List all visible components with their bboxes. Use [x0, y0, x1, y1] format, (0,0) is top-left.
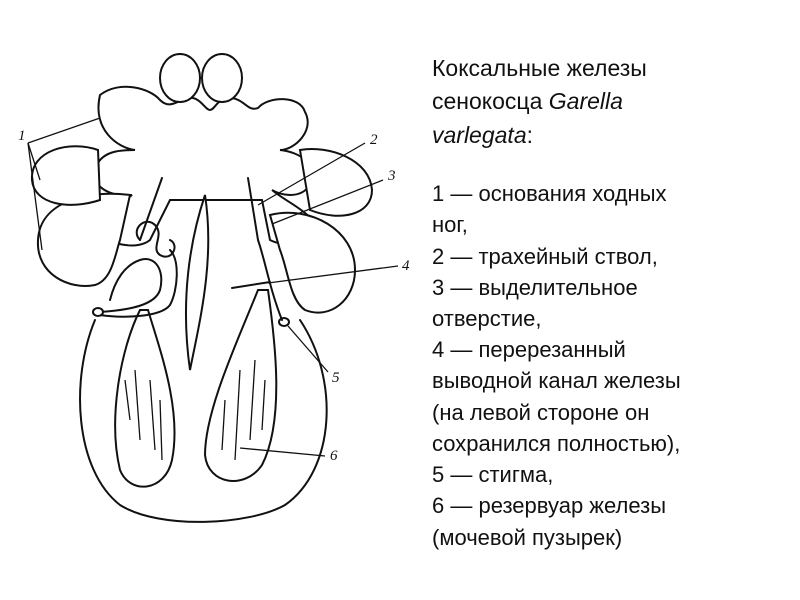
caption-title-line1	[432, 52, 794, 85]
legend-item-5	[432, 459, 794, 490]
legend-4-line1: 4 — перерезанный	[432, 337, 626, 363]
right-outlet-duct	[232, 282, 270, 288]
figure-label-3: 3	[388, 168, 396, 184]
legend-item-6	[432, 490, 794, 552]
title-text-1: Коксальные железы	[432, 55, 647, 81]
legend-item-1	[432, 178, 794, 240]
figure-caption	[432, 52, 794, 553]
legend-4-line3: (на левой стороне он	[432, 399, 650, 425]
legend-3-line2: отверстие,	[432, 305, 542, 331]
legend-item-2	[432, 241, 794, 272]
left-stigma	[93, 308, 103, 316]
figure-label-2: 2	[370, 132, 378, 148]
central-spindle	[186, 195, 208, 370]
left-reservoir	[115, 310, 174, 487]
head-lobe-left	[160, 54, 200, 102]
figure-label-6: 6	[330, 448, 338, 464]
caption-title-line3	[432, 119, 794, 152]
legend-3-line1: 3 — выделительное	[432, 274, 638, 300]
right-leg-lobe-top	[300, 149, 372, 216]
figure-label-1: 1	[18, 128, 26, 144]
legend-4-line4: сохранился полностью),	[432, 430, 681, 456]
left-leg-lobe	[38, 194, 130, 286]
legend-1-line1: 1 — основания ходных	[432, 181, 667, 207]
legend-4-line2: выводной канал железы	[432, 368, 681, 394]
legend-item-4	[432, 334, 794, 459]
species-epithet: varlegata	[432, 121, 527, 148]
title-colon: :	[526, 121, 534, 148]
legend-6-line2: (мочевой пузырек)	[432, 524, 623, 550]
right-leg-lobe	[270, 213, 355, 313]
species-genus: Garella	[548, 88, 623, 115]
figure-label-5: 5	[332, 370, 340, 386]
left-leg-lobe-top	[32, 146, 100, 205]
head-lobe-right	[202, 54, 242, 102]
title-text-2: сенокосца	[432, 88, 549, 115]
legend-2-line1: 2 — трахейный ствол,	[432, 243, 658, 269]
legend-item-3	[432, 272, 794, 334]
right-stigma	[279, 318, 289, 326]
figure-label-4: 4	[402, 258, 410, 274]
legend-5-line1: 5 — стигма,	[432, 462, 554, 488]
legend-6-line1: 6 — резервуар железы	[432, 493, 667, 519]
legend-1-line2: ног,	[432, 212, 468, 238]
right-reservoir	[205, 290, 276, 481]
legend-list	[432, 178, 794, 553]
caption-title-line2	[432, 85, 794, 118]
